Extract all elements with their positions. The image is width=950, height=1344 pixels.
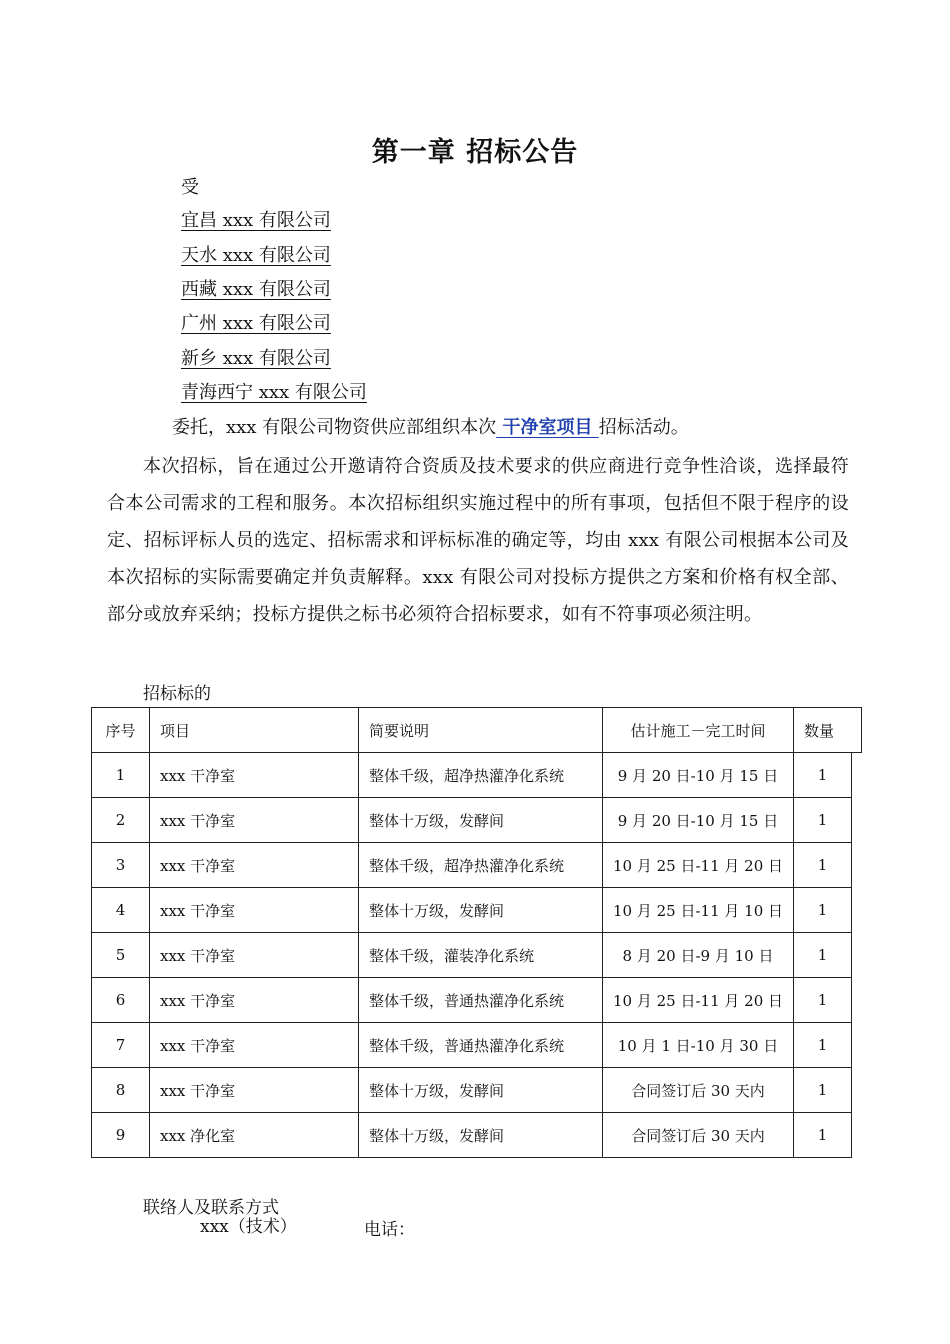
table-cell: 1 xyxy=(794,1113,852,1158)
table-cell: 整体千级，超净热灌净化系统 xyxy=(359,753,603,798)
table-cell: xxx 干净室 xyxy=(150,1023,359,1068)
table-cell: 1 xyxy=(794,888,852,933)
header-cell: 简要说明 xyxy=(359,708,603,753)
table-row xyxy=(92,1068,852,1113)
contact-phone-label: 电话： xyxy=(364,1220,415,1240)
table-cell: 10 月 25 日-11 月 10 日 xyxy=(603,888,794,933)
company-name: 新乡 xxx 有限公司 xyxy=(181,348,331,369)
table-cell: xxx 干净室 xyxy=(150,753,359,798)
company-name: 青海西宁 xxx 有限公司 xyxy=(181,382,367,403)
table-cell: xxx 净化室 xyxy=(150,1113,359,1158)
table-caption: 招标标的 xyxy=(143,684,211,704)
table-cell: 7 xyxy=(92,1023,150,1068)
page-title: 第一章 招标公告 xyxy=(371,137,579,168)
bid-items-table xyxy=(91,707,862,753)
table-cell: xxx 干净室 xyxy=(150,798,359,843)
table-cell: 整体十万级，发酵间 xyxy=(359,888,603,933)
table-cell: xxx 干净室 xyxy=(150,978,359,1023)
shou-label: 受 xyxy=(181,177,199,198)
entrust-suffix: 招标活动。 xyxy=(598,417,689,438)
entrust-line xyxy=(172,416,689,440)
header-cell: 项目 xyxy=(150,708,359,753)
project-name: 干净室项目 xyxy=(496,417,599,438)
company-name: 宜昌 xxx 有限公司 xyxy=(181,210,331,231)
table-cell: 9 月 20 日-10 月 15 日 xyxy=(603,798,794,843)
table-cell: 4 xyxy=(92,888,150,933)
table-cell: 整体十万级，发酵间 xyxy=(359,1113,603,1158)
table-cell: 1 xyxy=(794,843,852,888)
table-cell: 8 xyxy=(92,1068,150,1113)
table-cell: 1 xyxy=(92,753,150,798)
bid-items-table-body xyxy=(91,752,852,1158)
table-cell: 9 月 20 日-10 月 15 日 xyxy=(603,753,794,798)
table-cell: 1 xyxy=(794,978,852,1023)
table-cell: 6 xyxy=(92,978,150,1023)
table-cell: 整体千级，灌装净化系统 xyxy=(359,933,603,978)
table-cell: xxx 干净室 xyxy=(150,843,359,888)
table-cell: 1 xyxy=(794,1023,852,1068)
table-cell: 整体千级，普通热灌净化系统 xyxy=(359,1023,603,1068)
header-cell: 估计施工－完工时间 xyxy=(603,708,794,753)
intro-paragraph: 本次招标，旨在通过公开邀请符合资质及技术要求的供应商进行竞争性洽谈，选择最符合本公司需求的工程和服务。本次招标组织实施过程中的所有事项，包括但不限于程序的设定、招标评标人员的选定、招标需求和评标标准的确定等，均由 xxx 有限公司根据本公司及本次招标的实际需要确定并负责解释。xxx 有限公司对投标方提供之方案和价格有权全部、部分或放弃采纳；投标方提供之标书必须符合招标要求，如有不符事项必须注明。 xyxy=(107,456,849,625)
table-cell: 5 xyxy=(92,933,150,978)
table-row xyxy=(92,1113,852,1158)
table-body xyxy=(92,753,852,1158)
table-cell: 整体十万级，发酵间 xyxy=(359,798,603,843)
table-cell: 整体千级，普通热灌净化系统 xyxy=(359,978,603,1023)
table-cell: 1 xyxy=(794,1068,852,1113)
contact-person: xxx（技术） xyxy=(200,1217,297,1237)
table-cell: 10 月 1 日-10 月 30 日 xyxy=(603,1023,794,1068)
table-cell: xxx 干净室 xyxy=(150,933,359,978)
table-cell: 10 月 25 日-11 月 20 日 xyxy=(603,843,794,888)
table-cell: 8 月 20 日-9 月 10 日 xyxy=(603,933,794,978)
table-row xyxy=(92,798,852,843)
table-cell: 1 xyxy=(794,933,852,978)
table-row xyxy=(92,753,852,798)
table-row xyxy=(92,978,852,1023)
table-cell: 整体千级，超净热灌净化系统 xyxy=(359,843,603,888)
table-cell: 1 xyxy=(794,753,852,798)
table-row xyxy=(92,1023,852,1068)
table-cell: xxx 干净室 xyxy=(150,1068,359,1113)
table-cell: 3 xyxy=(92,843,150,888)
header-cell: 序号 xyxy=(92,708,150,753)
table-cell: 合同签订后 30 天内 xyxy=(603,1113,794,1158)
entrust-prefix: 委托，xxx 有限公司物资供应部组织本次 xyxy=(172,417,497,438)
table-row xyxy=(92,888,852,933)
table-row xyxy=(92,843,852,888)
table-cell: 整体十万级，发酵间 xyxy=(359,1068,603,1113)
table-row xyxy=(92,933,852,978)
table-cell: 10 月 25 日-11 月 20 日 xyxy=(603,978,794,1023)
company-name: 广州 xxx 有限公司 xyxy=(181,313,331,334)
header-cell: 数量 xyxy=(794,708,862,753)
company-name: 西藏 xxx 有限公司 xyxy=(181,279,331,300)
table-cell: 合同签订后 30 天内 xyxy=(603,1068,794,1113)
contact-heading: 联络人及联系方式 xyxy=(143,1198,279,1218)
table-cell: xxx 干净室 xyxy=(150,888,359,933)
table-cell: 2 xyxy=(92,798,150,843)
table-cell: 1 xyxy=(794,798,852,843)
table-cell: 9 xyxy=(92,1113,150,1158)
table-header-row xyxy=(92,708,862,753)
company-name: 天水 xxx 有限公司 xyxy=(181,245,331,266)
